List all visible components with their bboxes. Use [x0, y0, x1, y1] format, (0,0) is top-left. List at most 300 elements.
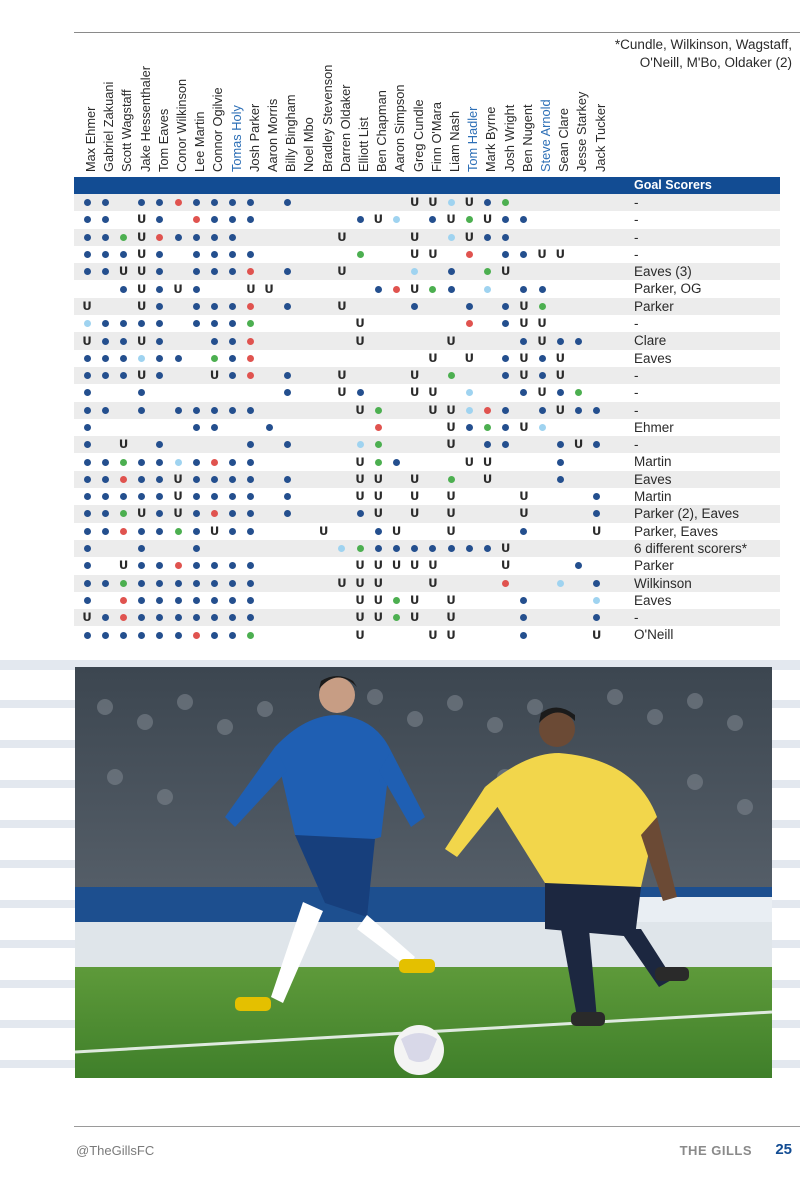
appearance-cell: [224, 626, 242, 643]
start-dot: [247, 528, 254, 535]
appearance-cell: [351, 436, 369, 453]
start-dot: [557, 441, 564, 448]
appearance-cell: [242, 575, 260, 592]
appearance-cell: [187, 557, 205, 574]
start-dot: [138, 614, 145, 621]
appearance-cell: [406, 540, 424, 557]
unused-sub-marker: [78, 298, 96, 315]
start-dot: [229, 320, 236, 327]
unused-sub-marker: [478, 471, 496, 488]
unused-sub-letter: U: [337, 298, 347, 313]
start-dot: [539, 355, 546, 362]
goal-scorers-heading: Goal Scorers: [634, 178, 712, 192]
start-dot: [502, 372, 509, 379]
match-row: [74, 540, 780, 557]
player-column-header: Noel Mbo: [301, 117, 317, 172]
start-dot: [247, 216, 254, 223]
appearance-cell: [351, 540, 369, 557]
unused-sub-letter: U: [82, 298, 92, 313]
player-column-header: Tom Hadler: [465, 106, 481, 172]
start-dot: [193, 320, 200, 327]
appearance-cell: [78, 626, 96, 643]
goal-scorers-cell: -: [634, 437, 639, 453]
appearance-cell: [533, 367, 551, 384]
unused-sub-letter: U: [319, 523, 329, 538]
unused-sub-letter: U: [410, 195, 420, 210]
start-dot: [357, 510, 364, 517]
start-dot: [575, 407, 582, 414]
unused-sub-marker: [460, 350, 478, 367]
unused-sub-marker: [114, 436, 132, 453]
sub-off-dot: [211, 510, 218, 517]
appearance-cell: [133, 315, 151, 332]
unused-sub-marker: [133, 367, 151, 384]
unused-sub-letter: U: [391, 523, 402, 538]
unused-sub-marker: [442, 436, 460, 453]
appearance-cell: [497, 229, 515, 246]
appearance-cell: [333, 540, 351, 557]
start-dot: [411, 545, 418, 552]
appearance-cell: [224, 229, 242, 246]
appearance-cell: [369, 280, 387, 297]
appearance-cell: [205, 298, 223, 315]
appearance-cell: [588, 488, 606, 505]
player-column-header: Liam Nash: [447, 110, 462, 172]
appearance-cell: [224, 211, 242, 228]
start-dot: [156, 528, 163, 535]
sub-on-dot: [120, 234, 127, 241]
light-dot: [557, 580, 564, 587]
sub-on-dot: [484, 424, 491, 431]
appearance-cell: [151, 523, 169, 540]
appearance-cell: [205, 609, 223, 626]
appearance-cell: [497, 246, 515, 263]
start-dot: [120, 286, 127, 293]
appearance-cell: [96, 229, 114, 246]
unused-sub-letter: U: [537, 247, 547, 262]
start-dot: [229, 476, 236, 483]
start-dot: [229, 355, 236, 362]
appearance-cell: [515, 280, 533, 297]
appearance-cell: [205, 194, 223, 211]
unused-sub-marker: [133, 229, 151, 246]
start-dot: [502, 355, 509, 362]
unused-sub-marker: [351, 557, 369, 574]
unused-sub-marker: [351, 332, 369, 349]
appearance-cell: [205, 246, 223, 263]
unused-sub-letter: U: [82, 333, 92, 348]
appearance-cell: [114, 332, 132, 349]
goal-scorers-cell: Eaves: [634, 471, 672, 487]
start-dot: [484, 199, 491, 206]
start-dot: [557, 389, 564, 396]
appearance-cell: [114, 505, 132, 522]
start-dot: [502, 424, 509, 431]
appearance-cell: [224, 557, 242, 574]
start-dot: [211, 580, 218, 587]
start-dot: [138, 407, 145, 414]
appearance-cell: [78, 246, 96, 263]
appearance-cell: [224, 194, 242, 211]
appearance-cell: [205, 229, 223, 246]
start-dot: [84, 355, 91, 362]
appearance-cell: [242, 436, 260, 453]
sub-off-dot: [193, 632, 200, 639]
start-dot: [247, 510, 254, 517]
start-dot: [393, 545, 400, 552]
unused-sub-letter: U: [355, 627, 365, 642]
appearance-cell: [205, 488, 223, 505]
player-column-header: Josh Wright: [501, 104, 517, 172]
unused-sub-letter: U: [82, 610, 92, 625]
unused-sub-marker: [588, 523, 606, 540]
appearance-cell: [151, 471, 169, 488]
appearance-cell: [78, 419, 96, 436]
sub-off-dot: [393, 286, 400, 293]
unused-sub-marker: [406, 367, 424, 384]
appearance-cell: [387, 540, 405, 557]
appearance-cell: [478, 263, 496, 280]
appearance-cell: [78, 384, 96, 401]
unused-sub-letter: U: [410, 385, 420, 400]
unused-sub-marker: [369, 557, 387, 574]
appearance-cell: [187, 194, 205, 211]
start-dot: [102, 407, 109, 414]
unused-sub-marker: [369, 609, 387, 626]
unused-sub-marker: [424, 384, 442, 401]
appearance-cell: [442, 263, 460, 280]
unused-sub-letter: U: [410, 281, 420, 296]
start-dot: [593, 441, 600, 448]
player-column-header: Sean Clare: [556, 107, 572, 172]
appearance-cell: [515, 626, 533, 643]
unused-sub-letter: U: [446, 333, 456, 348]
unused-sub-marker: [424, 402, 442, 419]
goal-scorers-cell: -: [634, 229, 639, 245]
appearance-cell: [224, 350, 242, 367]
appearance-cell: [151, 332, 169, 349]
start-dot: [102, 632, 109, 639]
appearance-cell: [169, 626, 187, 643]
unused-sub-letter: U: [137, 247, 147, 262]
goal-scorers-cell: 6 different scorers*: [634, 540, 748, 556]
appearance-cell: [497, 315, 515, 332]
unused-sub-marker: [551, 402, 569, 419]
appearance-cell: [460, 315, 478, 332]
start-dot: [539, 407, 546, 414]
start-dot: [211, 251, 218, 258]
appearance-cell: [278, 471, 296, 488]
appearance-cell: [114, 609, 132, 626]
unused-sub-marker: [333, 575, 351, 592]
appearance-cell: [187, 315, 205, 332]
unused-sub-letter: U: [337, 575, 347, 590]
appearance-cell: [78, 453, 96, 470]
sub-on-dot: [357, 545, 364, 552]
start-dot: [520, 338, 527, 345]
start-dot: [156, 251, 163, 258]
start-dot: [284, 476, 291, 483]
start-dot: [229, 632, 236, 639]
unused-sub-marker: [551, 350, 569, 367]
appearance-cell: [187, 505, 205, 522]
sub-on-dot: [575, 389, 582, 396]
start-dot: [138, 320, 145, 327]
start-dot: [284, 372, 291, 379]
appearance-cell: [96, 350, 114, 367]
start-dot: [138, 459, 145, 466]
start-dot: [229, 562, 236, 569]
appearance-cell: [169, 575, 187, 592]
sub-off-dot: [247, 268, 254, 275]
unused-sub-marker: [133, 263, 151, 280]
unused-sub-letter: U: [410, 229, 420, 244]
unused-sub-letter: U: [355, 316, 365, 331]
sub-off-dot: [466, 251, 473, 258]
bottom-rule: [74, 1126, 800, 1127]
unused-sub-marker: [515, 315, 533, 332]
appearance-cell: [424, 211, 442, 228]
appearance-cell: [133, 350, 151, 367]
appearance-cell: [114, 471, 132, 488]
unused-sub-letter: U: [137, 333, 147, 348]
appearance-cell: [242, 246, 260, 263]
unused-sub-marker: [333, 384, 351, 401]
unused-sub-marker: [114, 263, 132, 280]
match-row: [74, 194, 780, 211]
appearance-cell: [133, 453, 151, 470]
sub-off-dot: [175, 199, 182, 206]
unused-sub-marker: [569, 436, 587, 453]
appearance-cell: [242, 350, 260, 367]
sub-on-dot: [247, 320, 254, 327]
appearance-cell: [151, 367, 169, 384]
player-column-header: Greg Cundle: [410, 99, 426, 172]
goal-scorers-cell: -: [634, 195, 639, 210]
start-dot: [284, 199, 291, 206]
unused-sub-letter: U: [446, 489, 456, 504]
goal-scorers-cell: -: [634, 385, 639, 401]
appearance-cell: [278, 436, 296, 453]
start-dot: [520, 251, 527, 258]
unused-sub-marker: [369, 488, 387, 505]
start-dot: [539, 286, 546, 293]
unused-sub-letter: U: [428, 402, 438, 417]
appearance-cell: [133, 626, 151, 643]
appearance-cell: [569, 557, 587, 574]
start-dot: [211, 216, 218, 223]
start-dot: [84, 528, 91, 535]
start-dot: [138, 199, 145, 206]
unused-sub-marker: [260, 280, 278, 297]
start-dot: [266, 424, 273, 431]
appearance-cell: [133, 194, 151, 211]
sub-on-dot: [466, 216, 473, 223]
start-dot: [211, 614, 218, 621]
unused-sub-marker: [460, 453, 478, 470]
appearance-cell: [133, 575, 151, 592]
unused-sub-marker: [442, 488, 460, 505]
unused-sub-letter: U: [209, 523, 220, 538]
match-row: [74, 523, 780, 540]
appearance-cell: [151, 194, 169, 211]
start-dot: [229, 216, 236, 223]
start-dot: [156, 510, 163, 517]
footnote-line-1: *Cundle, Wilkinson, Wagstaff,: [614, 37, 792, 52]
appearance-cell: [133, 609, 151, 626]
unused-sub-letter: U: [428, 350, 438, 365]
unused-sub-marker: [406, 280, 424, 297]
unused-sub-marker: [351, 592, 369, 609]
start-dot: [84, 441, 91, 448]
footnote-line-2: O'Neill, M'Bo, Oldaker (2): [639, 55, 792, 70]
appearance-cell: [78, 229, 96, 246]
start-dot: [466, 303, 473, 310]
start-dot: [247, 459, 254, 466]
match-row: [74, 315, 780, 332]
light-dot: [448, 234, 455, 241]
appearance-cell: [151, 626, 169, 643]
start-dot: [84, 597, 91, 604]
unused-sub-letter: U: [446, 523, 456, 538]
start-dot: [102, 614, 109, 621]
unused-sub-marker: [497, 540, 515, 557]
unused-sub-letter: U: [519, 298, 529, 313]
unused-sub-letter: U: [373, 471, 383, 486]
match-row: [74, 229, 780, 246]
appearance-cell: [387, 592, 405, 609]
unused-sub-letter: U: [355, 489, 365, 504]
start-dot: [284, 441, 291, 448]
unused-sub-marker: [315, 523, 333, 540]
appearance-cell: [205, 575, 223, 592]
start-dot: [175, 597, 182, 604]
match-row: [74, 557, 780, 574]
unused-sub-letter: U: [410, 610, 420, 625]
goal-scorers-cell: Eaves: [634, 592, 672, 608]
appearance-cell: [278, 298, 296, 315]
unused-sub-marker: [351, 609, 369, 626]
appearance-cell: [224, 575, 242, 592]
appearance-cell: [224, 246, 242, 263]
appearance-cell: [424, 280, 442, 297]
appearance-cell: [78, 402, 96, 419]
start-dot: [575, 338, 582, 345]
appearance-cell: [242, 402, 260, 419]
start-dot: [193, 199, 200, 206]
match-row: [74, 332, 780, 349]
start-dot: [84, 268, 91, 275]
unused-sub-marker: [406, 471, 424, 488]
unused-sub-marker: [515, 505, 533, 522]
publication-name: THE GILLS: [679, 1143, 752, 1158]
appearance-cell: [460, 211, 478, 228]
start-dot: [502, 303, 509, 310]
unused-sub-letter: U: [137, 281, 147, 296]
goal-scorers-cell: Parker (2), Eaves: [634, 506, 740, 522]
unused-sub-letter: U: [482, 212, 493, 227]
appearance-cell: [151, 592, 169, 609]
goal-scorers-cell: -: [634, 246, 639, 262]
unused-sub-letter: U: [464, 454, 474, 469]
appearance-cell: [187, 575, 205, 592]
unused-sub-marker: [351, 575, 369, 592]
sub-off-dot: [502, 580, 509, 587]
appearance-cell: [169, 350, 187, 367]
appearance-cell: [533, 419, 551, 436]
appearance-cell: [96, 246, 114, 263]
appearance-cell: [205, 332, 223, 349]
unused-sub-letter: U: [555, 247, 565, 262]
start-dot: [138, 493, 145, 500]
start-dot: [520, 614, 527, 621]
appearance-cell: [242, 315, 260, 332]
unused-sub-letter: U: [501, 558, 511, 573]
unused-sub-marker: [406, 557, 424, 574]
unused-sub-marker: [442, 419, 460, 436]
unused-sub-marker: [369, 575, 387, 592]
start-dot: [156, 216, 163, 223]
goal-scorers-cell: Ehmer: [634, 419, 674, 435]
unused-sub-letter: U: [355, 454, 365, 469]
match-row: [74, 471, 780, 488]
start-dot: [193, 597, 200, 604]
unused-sub-marker: [406, 505, 424, 522]
appearance-cell: [78, 436, 96, 453]
start-dot: [593, 510, 600, 517]
appearance-cell: [442, 280, 460, 297]
appearance-cell: [151, 298, 169, 315]
light-dot: [448, 199, 455, 206]
start-dot: [84, 424, 91, 431]
appearance-cell: [497, 298, 515, 315]
unused-sub-marker: [387, 557, 405, 574]
unused-sub-letter: U: [428, 247, 438, 262]
appearance-cell: [96, 523, 114, 540]
unused-sub-letter: U: [573, 437, 584, 452]
unused-sub-letter: U: [337, 385, 347, 400]
appearance-cell: [497, 402, 515, 419]
appearance-cell: [351, 505, 369, 522]
appearance-cell: [533, 402, 551, 419]
appearance-cell: [369, 419, 387, 436]
appearance-cell: [242, 194, 260, 211]
start-dot: [193, 493, 200, 500]
unused-sub-marker: [442, 332, 460, 349]
unused-sub-letter: U: [482, 454, 493, 469]
sub-on-dot: [502, 199, 509, 206]
light-dot: [466, 389, 473, 396]
unused-sub-letter: U: [464, 350, 474, 365]
unused-sub-marker: [424, 557, 442, 574]
start-dot: [84, 372, 91, 379]
appearance-cell: [387, 453, 405, 470]
appearance-cell: [515, 211, 533, 228]
appearance-cell: [114, 592, 132, 609]
unused-sub-marker: [369, 505, 387, 522]
player-column-header: Ben Nugent: [519, 104, 535, 172]
appearance-cell: [78, 471, 96, 488]
appearance-cell: [151, 557, 169, 574]
appearance-cell: [478, 194, 496, 211]
appearance-cell: [187, 523, 205, 540]
appearance-cell: [96, 315, 114, 332]
appearance-cell: [114, 523, 132, 540]
start-dot: [175, 234, 182, 241]
sub-off-dot: [193, 216, 200, 223]
start-dot: [466, 424, 473, 431]
start-dot: [156, 580, 163, 587]
